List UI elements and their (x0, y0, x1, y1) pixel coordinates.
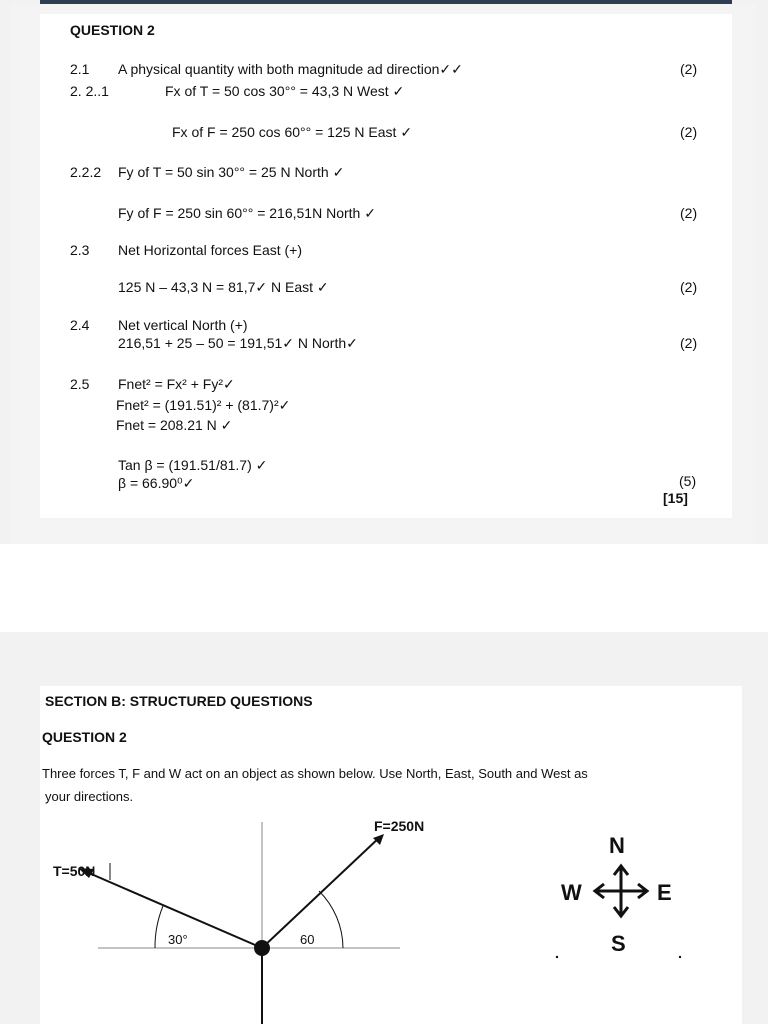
memo-line-num: 2.4 (70, 317, 90, 333)
section-title: SECTION B: STRUCTURED QUESTIONS (45, 693, 313, 709)
memo-line-text: Fx of T = 50 cos 30°° = 43,3 N West ✓ (165, 83, 405, 99)
compass-west: W (561, 880, 582, 905)
memo-mark: (2) (680, 279, 698, 295)
question-heading: QUESTION 2 (42, 729, 127, 745)
memo-mark: (2) (680, 205, 698, 221)
memo-total: [15] (663, 490, 688, 506)
memo-heading: QUESTION 2 (70, 22, 155, 38)
memo-line-text: 125 N – 43,3 N = 81,7✓ N East ✓ (118, 279, 329, 295)
memo-line-text: 216,51 + 25 – 50 = 191,51✓ N North✓ (118, 335, 358, 351)
compass-icon (556, 833, 681, 958)
memo-line-text: A physical quantity with both magnitude ad direction✓✓ (118, 61, 463, 77)
memo-mark: (2) (680, 335, 698, 351)
memo-line-text: Tan β = (191.51/81.7) ✓ (118, 457, 268, 473)
angle-arc-t (155, 906, 163, 948)
force-f-arrow (262, 836, 381, 948)
angle-f-label: 60 (300, 932, 315, 947)
angle-t-label: 30° (168, 932, 188, 947)
memo-line-num: 2. 2..1 (70, 83, 109, 99)
memo-line-text: Fy of F = 250 sin 60°° = 216,51N North ✓ (118, 205, 376, 221)
memo-line-text: Fnet² = (191.51)² + (81.7)²✓ (116, 397, 291, 413)
memo-line-text: Net Horizontal forces East (+) (118, 242, 303, 258)
force-f-arrowhead (373, 834, 384, 845)
memo-mark: (2) (680, 124, 698, 140)
force-t-label: T=50N (53, 863, 96, 879)
memo-line-text: Fx of F = 250 cos 60°° = 125 N East ✓ (172, 124, 413, 140)
object-point (254, 940, 270, 956)
angle-arc-f (319, 891, 343, 948)
question-intro: Three forces T, F and W act on an object as shown below. Use North, East, South and West as (42, 766, 588, 781)
memo-line-text: Fy of T = 50 sin 30°° = 25 N North ✓ (118, 164, 345, 180)
memo-line-text: Fnet² = Fx² + Fy²✓ (118, 376, 235, 392)
memo-line-num: 2.5 (70, 376, 90, 392)
compass-south: S (611, 931, 626, 956)
memo-mark: (5) (679, 473, 697, 489)
question-intro: your directions. (45, 789, 134, 804)
memo-line-text: Fnet = 208.21 N ✓ (116, 417, 233, 433)
memo-line-num: 2.3 (70, 242, 90, 258)
memo-mark: (2) (680, 61, 698, 77)
compass-north: N (609, 833, 625, 858)
compass-east: E (657, 880, 672, 905)
memo-line-num: 2.1 (70, 61, 90, 77)
memo-line-text: Net vertical North (+) (118, 317, 248, 333)
memo-line-num: 2.2.2 (70, 164, 102, 180)
force-f-label: F=250N (374, 818, 425, 834)
memo-line-text: β = 66.90⁰✓ (118, 475, 195, 491)
